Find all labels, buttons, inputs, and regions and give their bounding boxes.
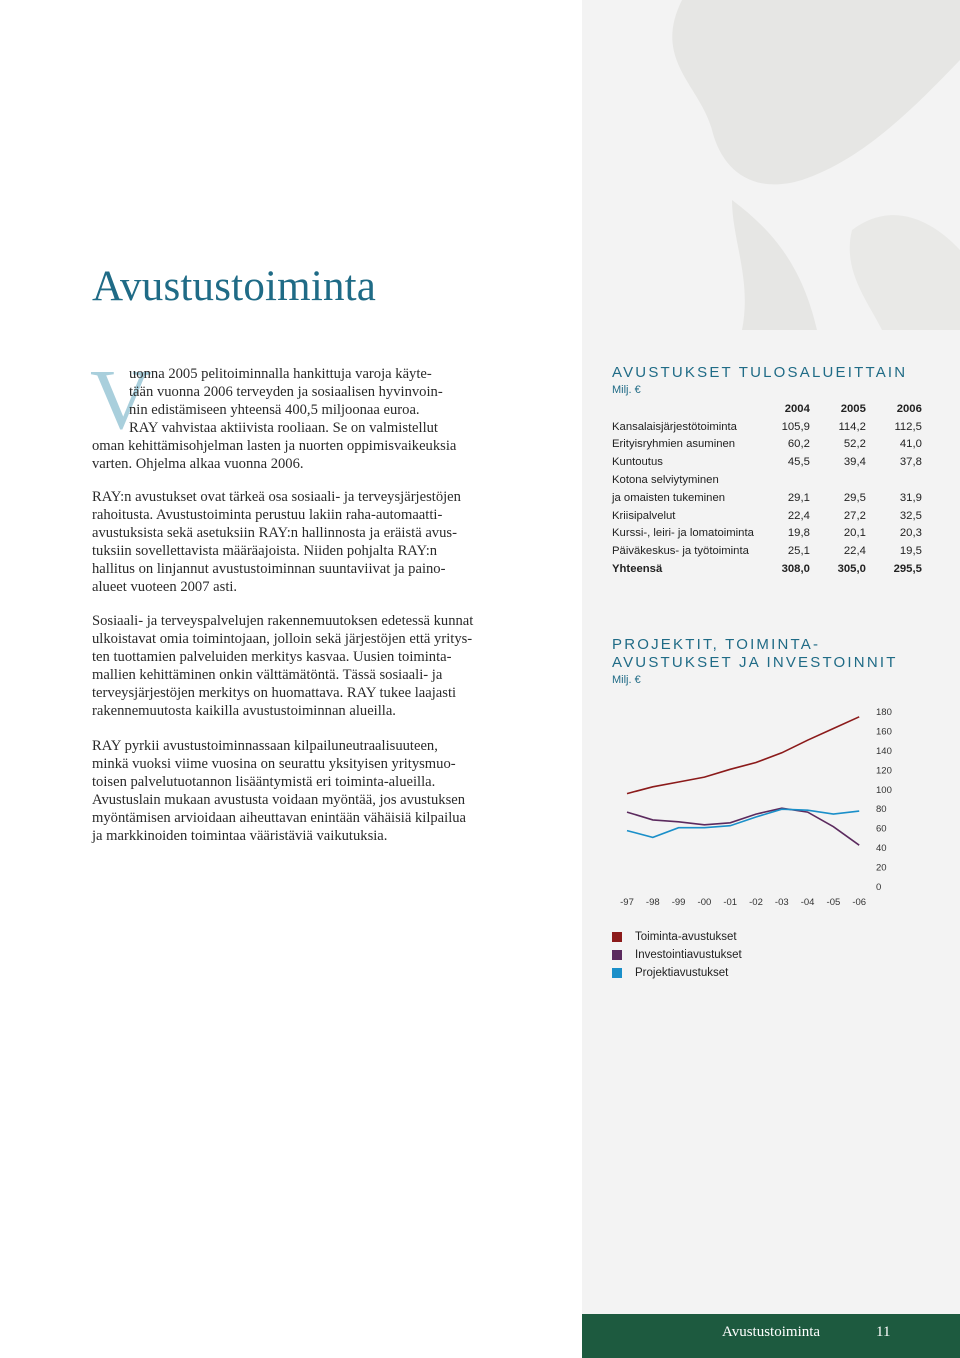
x-tick-label: -02 xyxy=(749,897,763,908)
y-tick-label: 20 xyxy=(876,862,887,874)
row-label: ja omaisten tukeminen xyxy=(612,491,726,504)
text-line: myöntämisen arvioidaan aiheuttavan enintään vähäisiä kilpailua xyxy=(92,810,467,826)
table-section-title: AVUSTUKSET TULOSALUEITTAIN xyxy=(612,364,908,381)
row-value: 22,4 xyxy=(843,545,866,558)
table-row xyxy=(610,436,924,454)
legend-label: Projektiavustukset xyxy=(635,967,729,979)
footer-section-label: Avustustoiminta xyxy=(722,1324,821,1340)
text-line: oman kehittämisohjelman lasten ja nuorten oppimisvaikeuksia xyxy=(92,438,457,454)
row-value: 20,1 xyxy=(843,527,866,540)
x-tick-label: -97 xyxy=(620,897,634,908)
row-value: 25,1 xyxy=(787,545,810,558)
text-line: RAY vahvistaa aktiivista rooliaan. Se on valmistellut xyxy=(129,420,438,436)
legend-label: Toiminta-avustukset xyxy=(635,931,737,943)
total-value: 308,0 xyxy=(781,563,810,576)
text-line: nin edistämiseen yhteensä 400,5 miljoonaa euroa. xyxy=(129,402,420,418)
text-line: tään vuonna 2006 terveyden ja sosiaalisen hyvinvoin- xyxy=(129,384,443,400)
legend-item xyxy=(612,928,742,946)
row-value: 31,9 xyxy=(899,491,922,504)
y-tick-label: 60 xyxy=(876,823,887,835)
series-line xyxy=(627,717,859,794)
table-row xyxy=(610,507,924,525)
row-value: 29,5 xyxy=(843,491,866,504)
legend-swatch xyxy=(612,968,622,978)
row-value: 39,4 xyxy=(843,456,866,469)
row-value: 20,3 xyxy=(899,527,922,540)
row-value: 19,8 xyxy=(787,527,810,540)
series-line xyxy=(627,809,859,837)
legend-swatch xyxy=(612,932,622,942)
x-tick-label: -03 xyxy=(774,897,789,908)
drop-cap: V xyxy=(90,351,153,447)
text-line: mallien kehittäminen onkin välttämätöntä. Tässä sosiaali- ja xyxy=(92,667,443,683)
total-value: 305,0 xyxy=(837,563,866,576)
text-line: uonna 2005 pelitoiminnalla hankittuja varoja käyte- xyxy=(129,366,432,382)
legend-swatch xyxy=(612,950,622,960)
decorative-clover-shape xyxy=(582,0,960,330)
row-value: 32,5 xyxy=(899,509,922,522)
series-line xyxy=(627,808,859,845)
row-value: 19,5 xyxy=(899,545,922,558)
table-header-empty xyxy=(610,400,756,418)
text-line: Sosiaali- ja terveyspalvelujen rakennemuutoksen edetessä kunnat xyxy=(92,613,474,629)
text-line: ulkoistavat omia toimintojaan, jolloin sekä järjestöjen että yritys- xyxy=(92,631,473,647)
x-tick-label: -04 xyxy=(800,897,815,908)
row-label: Kuntoutus xyxy=(612,456,663,469)
year-header: 2004 xyxy=(784,402,810,415)
text-line: ten tuottamien palveluiden merkitys kasvaa. Uusien toiminta- xyxy=(92,649,452,665)
row-value: 112,5 xyxy=(894,420,922,433)
row-value xyxy=(868,471,924,489)
page-title: Avustustoiminta xyxy=(92,263,377,310)
row-value: 22,4 xyxy=(787,509,810,522)
row-value: 45,5 xyxy=(787,456,810,469)
paragraph-restructuring xyxy=(92,612,473,720)
chart-unit-label: Milj. € xyxy=(612,674,641,686)
paragraph-intro xyxy=(92,365,456,473)
text-line: varten. Ohjelma alkaa vuonna 2006. xyxy=(92,456,304,472)
row-label: Kurssi-, leiri- ja lomatoiminta xyxy=(612,527,754,540)
table-row xyxy=(610,471,924,489)
text-line: ja markkinoiden toimintaa vääristäviä vaikutuksia. xyxy=(92,828,388,844)
chart-section-title xyxy=(612,636,898,672)
paragraph-competition xyxy=(92,737,466,845)
chart-title-line-1: PROJEKTIT, TOIMINTA- xyxy=(612,636,821,653)
table-row xyxy=(610,418,924,436)
text-line: rakennemuutosta kaikilla avustustoiminnan alueilla. xyxy=(92,703,396,719)
row-value: 41,0 xyxy=(899,438,922,451)
text-line: RAY pyrkii avustustoiminnassaan kilpailuneutraalisuuteen, xyxy=(92,738,438,754)
x-tick-label: -99 xyxy=(671,897,686,908)
page-number: 11 xyxy=(876,1324,891,1340)
x-tick-label: -00 xyxy=(697,897,712,908)
total-value: 295,5 xyxy=(893,563,922,576)
x-tick-label: -01 xyxy=(723,897,738,908)
table-row xyxy=(610,525,924,543)
text-line: Avustuslain mukaan avustusta voidaan myöntää, jos avustuksen xyxy=(92,792,466,808)
row-label: Kansalaisjärjestötoiminta xyxy=(612,420,737,433)
y-tick-label: 140 xyxy=(876,745,892,757)
table-unit-label: Milj. € xyxy=(612,384,641,396)
text-line: tuksiin sovellettavista määräajoista. Niiden pohjalta RAY:n xyxy=(92,543,438,559)
y-tick-label: 80 xyxy=(876,804,887,816)
text-line: avustuksista sekä asetuksiin RAY:n hallinnosta ja eräistä avus- xyxy=(92,525,457,541)
row-label: Päiväkeskus- ja työtoiminta xyxy=(612,545,749,558)
legend-label: Investointiavustukset xyxy=(635,949,742,961)
y-tick-label: 180 xyxy=(876,707,892,718)
row-label: Kotona selviytyminen xyxy=(612,474,719,487)
text-line: alueet vuoteen 2007 asti. xyxy=(92,579,238,595)
row-value: 114,2 xyxy=(838,420,866,433)
chart-title-line-2: AVUSTUKSET JA INVESTOINNIT xyxy=(612,654,898,671)
y-tick-label: 40 xyxy=(876,843,887,855)
x-tick-label: -98 xyxy=(645,897,660,908)
row-value xyxy=(756,471,812,489)
y-tick-label: 100 xyxy=(876,784,892,796)
y-tick-label: 120 xyxy=(876,765,892,777)
y-tick-label: 0 xyxy=(876,882,882,893)
row-value: 29,1 xyxy=(787,491,810,504)
text-line: hallitus on linjannut avustustoiminnan suuntaviivat ja paino- xyxy=(92,561,446,577)
row-value: 60,2 xyxy=(787,438,810,451)
text-line: terveysjärjestöjen merkitys on huomattava. RAY tukee laajasti xyxy=(92,685,457,701)
table-header-row xyxy=(610,400,924,418)
year-header: 2006 xyxy=(896,402,922,415)
row-value: 105,9 xyxy=(781,420,810,433)
text-line: rahoitusta. Avustustoiminta perustuu lakiin raha-automaatti- xyxy=(92,507,443,523)
text-line: RAY:n avustukset ovat tärkeä osa sosiaali- ja terveysjärjestöjen xyxy=(92,489,461,505)
text-line: minkä vuoksi viime vuosina on seurattu yksityisen yritysmuo- xyxy=(92,756,456,772)
paragraph-funding xyxy=(92,488,461,596)
legend-item xyxy=(612,964,742,982)
row-label: Kriisipalvelut xyxy=(612,509,676,522)
legend-item xyxy=(612,946,742,964)
grants-table xyxy=(610,400,924,578)
x-tick-label: -06 xyxy=(852,897,867,908)
table-row xyxy=(610,453,924,471)
total-label: Yhteensä xyxy=(612,563,663,576)
row-label: Erityisryhmien asuminen xyxy=(612,438,736,451)
table-total-row xyxy=(610,560,924,578)
text-line: toisen palvelutuotannon lisääntymistä eri toiminta-alueilla. xyxy=(92,774,436,790)
year-header: 2005 xyxy=(840,402,866,415)
chart-legend xyxy=(612,928,742,982)
table-row xyxy=(610,542,924,560)
y-tick-label: 160 xyxy=(876,726,892,738)
row-value: 27,2 xyxy=(843,509,866,522)
row-value xyxy=(812,471,868,489)
row-value: 37,8 xyxy=(899,456,922,469)
row-value: 52,2 xyxy=(843,438,866,451)
x-tick-label: -05 xyxy=(826,897,841,908)
line-chart xyxy=(600,700,900,915)
table-row xyxy=(610,489,924,507)
